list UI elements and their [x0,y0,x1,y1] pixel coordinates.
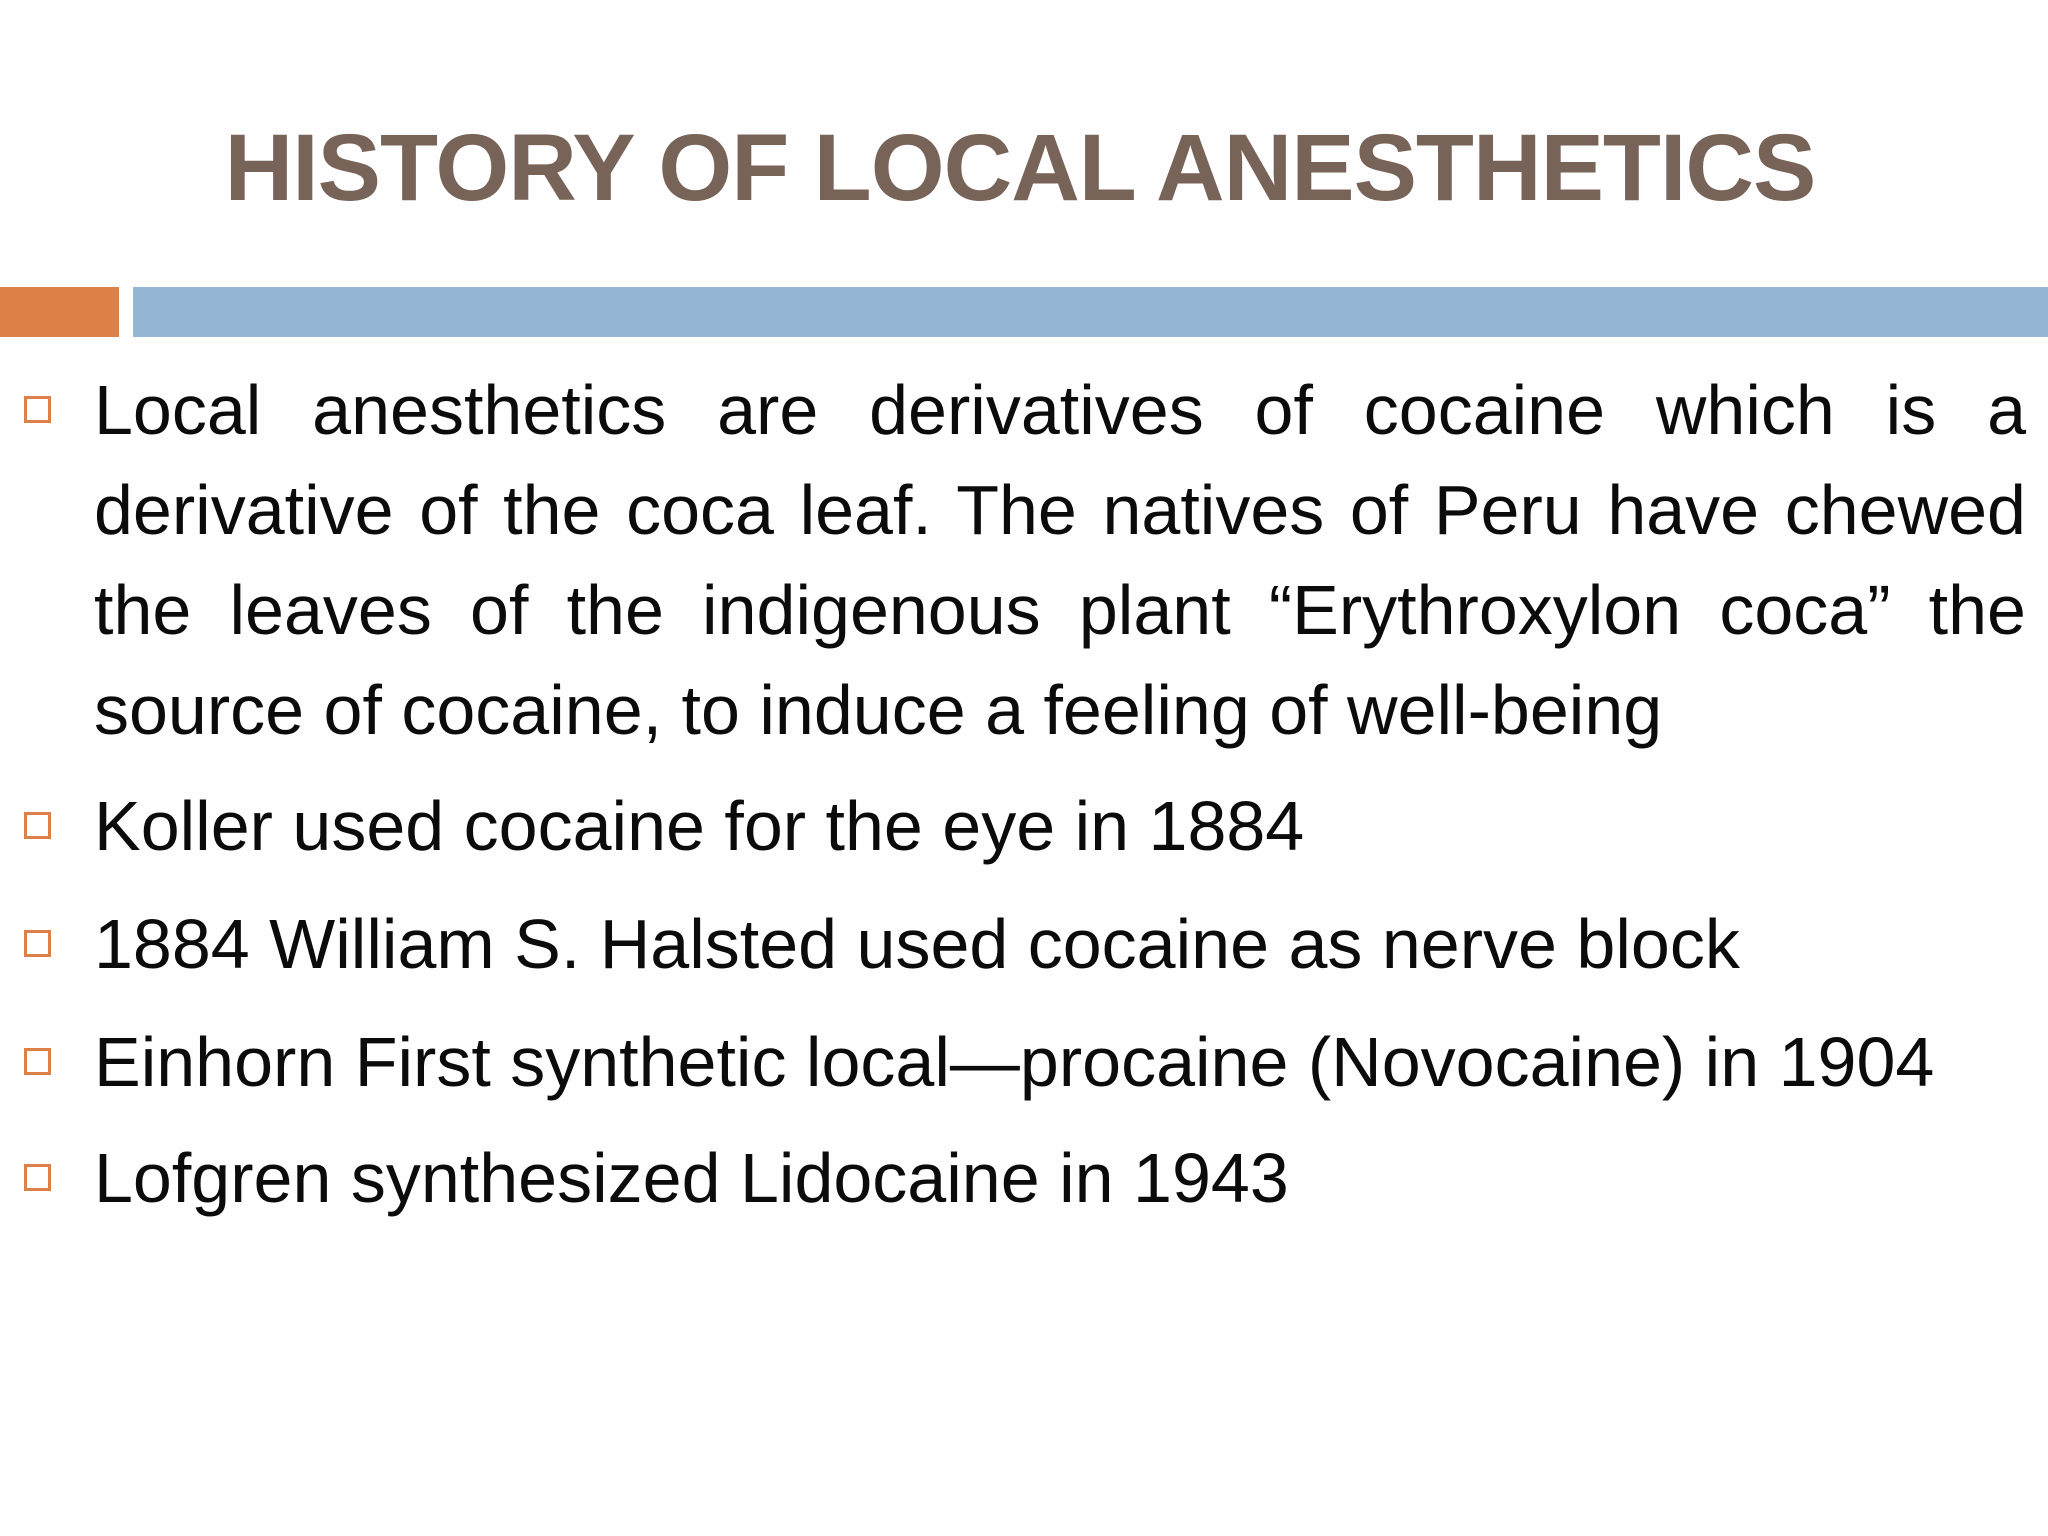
hollow-square-bullet-icon [24,812,51,839]
hollow-square-bullet-icon [24,930,51,957]
bullet-text: Koller used cocaine for the eye in 1884 [94,787,1305,865]
slide-title: HISTORY OF LOCAL ANESTHETICS [224,115,1816,221]
bullet-item [22,776,2026,876]
bullet-text: Einhorn First synthetic local—procaine (Novocaine) in 1904 [94,1023,1935,1101]
title-accent-bar [0,287,119,337]
bullet-text: Local anesthetics are derivatives of cocaine which is a derivative of the coca leaf. The natives of Peru have chewed the leaves of the indigenous plant “Erythroxylon coca” the source of cocaine, to induce a feeling of well-being [94,371,2026,749]
title-divider-bar [133,287,2048,337]
hollow-square-bullet-icon [24,1048,51,1075]
bullet-item [22,1128,2026,1228]
bullet-text: Lofgren synthesized Lidocaine in 1943 [94,1139,1289,1217]
hollow-square-bullet-icon [24,1164,51,1191]
bullet-list [22,360,2026,1244]
bullet-item [22,894,2026,994]
bullet-item [22,360,2026,760]
bullet-text: 1884 William S. Halsted used cocaine as nerve block [94,905,1740,983]
hollow-square-bullet-icon [24,396,51,423]
bullet-item [22,1012,2026,1112]
